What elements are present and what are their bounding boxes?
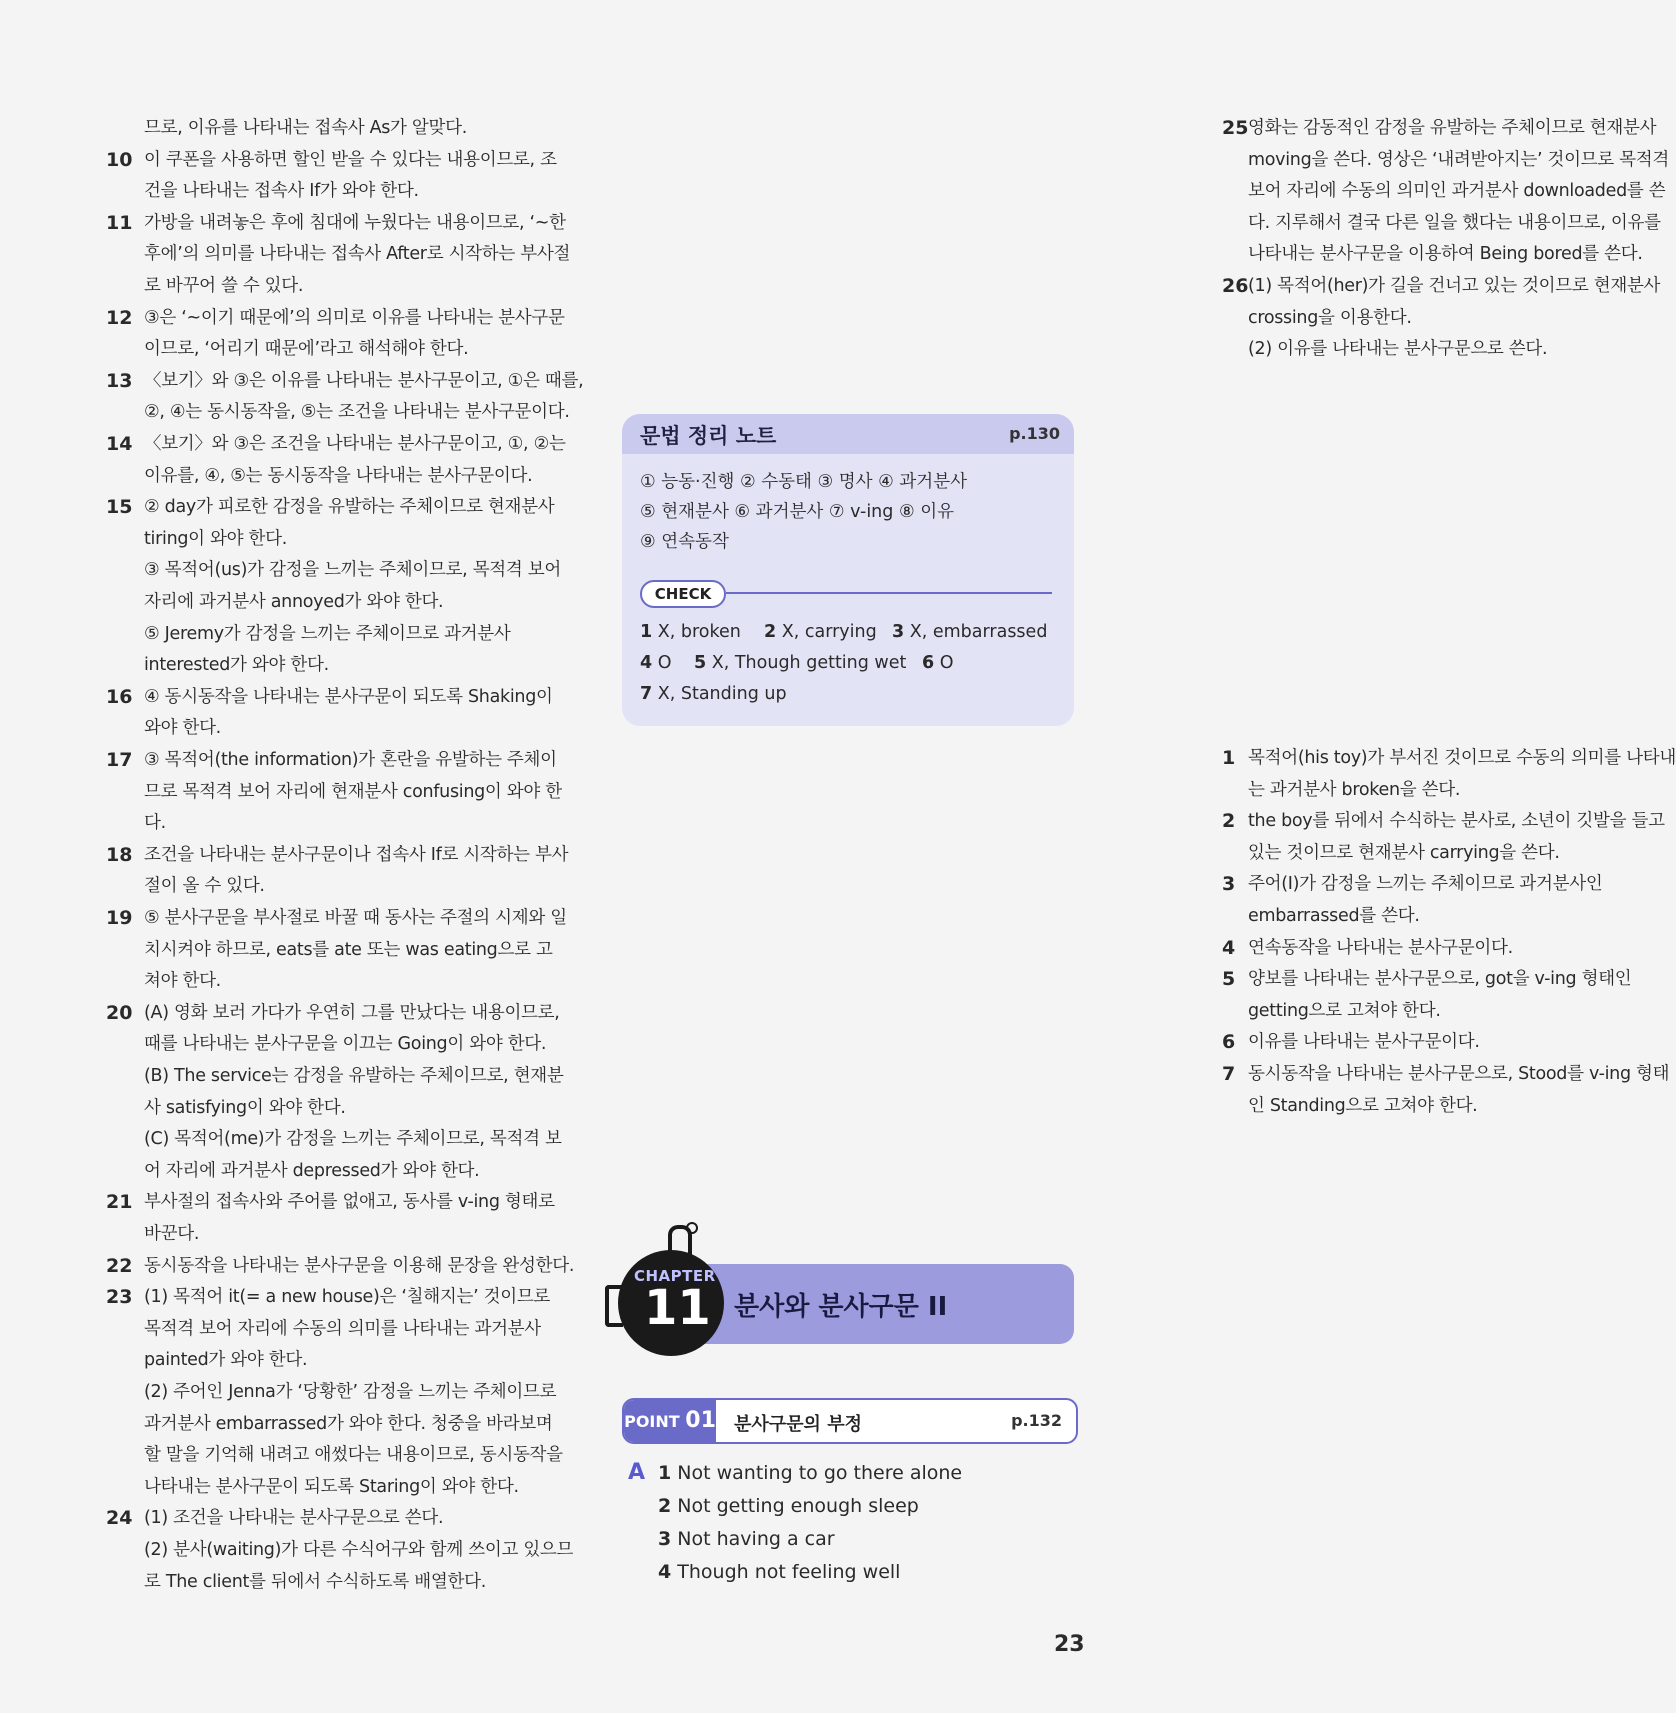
check-answer-text: X, Standing up <box>652 684 787 704</box>
answer-text-line: 〈보기〉와 ③은 조건을 나타내는 분사구문이고, ①, ②는 <box>144 434 566 454</box>
answer-text-line: the boy를 뒤에서 수식하는 분사로, 소년이 깃발을 들고 <box>1248 811 1665 832</box>
check-answer-text: X, carrying <box>776 622 877 642</box>
chapter-label: CHAPTER <box>634 1267 716 1285</box>
answer-text-line: 자리에 과거분사 annoyed가 와야 한다. <box>144 592 444 612</box>
point-number: 01 <box>685 1408 716 1433</box>
check-badge: CHECK <box>640 580 726 608</box>
answer-number: 1 <box>1222 747 1236 769</box>
answer-text-line: 동시동작을 나타내는 분사구문으로, Stood를 v-ing 형태 <box>1248 1064 1670 1084</box>
answer-number: 6 <box>1222 1031 1236 1054</box>
answer-number: 4 <box>1222 936 1236 959</box>
answer-text-line: embarrassed를 쓴다. <box>1248 906 1420 926</box>
answer-text-line: 절이 올 수 있다. <box>144 876 265 897</box>
section-a-answer-text: Not getting enough sleep <box>677 1495 919 1517</box>
answer-number: 19 <box>106 907 133 929</box>
answer-text-line: (2) 주어인 Jenna가 ‘당황한’ 감정을 느끼는 주체이므로 <box>144 1382 557 1402</box>
answer-text-line: 이 쿠폰을 사용하면 할인 받을 수 있다는 내용이므로, 조 <box>144 149 557 170</box>
answer-text-line: ④ 동시동작을 나타내는 분사구문이 되도록 Shaking이 <box>144 686 553 707</box>
answer-text-line: 후에’의 의미를 나타내는 접속사 After로 시작하는 부사절 <box>144 244 571 265</box>
answer-text-line: 목적어(his toy)가 부서진 것이므로 수동의 의미를 나타내 <box>1248 748 1676 768</box>
answer-text-line: 과거분사 embarrassed가 와야 한다. 청중을 바라보며 <box>144 1413 553 1434</box>
answer-text-line: ③ 목적어(us)가 감정을 느끼는 주체이므로, 목적격 보어 <box>144 560 561 581</box>
section-a-answer <box>658 1493 919 1519</box>
answer-text-line: 는 과거분사 broken을 쓴다. <box>1248 779 1461 800</box>
point-title: 분사구문의 부정 <box>734 1414 862 1435</box>
answer-number: 5 <box>1222 968 1236 991</box>
answer-text-line: 주어(I)가 감정을 느끼는 주체이므로 과거분사인 <box>1248 874 1603 895</box>
answer-number: 17 <box>106 749 133 771</box>
chapter-title: 분사와 분사구문 II <box>734 1292 948 1322</box>
answer-text-line: (C) 목적어(me)가 감정을 느끼는 주체이므로, 목적격 보 <box>144 1129 562 1150</box>
section-a-answer-text: Not wanting to go there alone <box>677 1462 963 1484</box>
check-answer-number: 7 <box>640 684 653 704</box>
grammar-note-line: ① 능동·진행 ② 수동태 ③ 명사 ④ 과거분사 <box>640 472 968 492</box>
answer-number: 12 <box>106 306 133 329</box>
answer-text-line: 〈보기〉와 ③은 이유를 나타내는 분사구문이고, ①은 때를, <box>144 370 584 391</box>
section-a-answer <box>658 1526 835 1552</box>
check-answer-number: 6 <box>922 653 935 673</box>
check-answer <box>640 651 672 675</box>
check-answer-text: X, embarrassed <box>904 622 1048 642</box>
answer-text-line: 있는 것이므로 현재분사 carrying을 쓴다. <box>1248 842 1560 863</box>
answer-text-line: 조건을 나타내는 분사구문이나 접속사 If로 시작하는 부사 <box>144 844 569 865</box>
answer-text-line: 목적격 보어 자리에 수동의 의미를 나타내는 과거분사 <box>144 1318 541 1339</box>
answer-text-line: 할 말을 기억해 내려고 애썼다는 내용이므로, 동시동작을 <box>144 1445 563 1466</box>
answer-text-line: 와야 한다. <box>144 718 221 739</box>
section-a-answer-number: 4 <box>658 1561 672 1583</box>
grammar-note-box <box>622 414 1074 726</box>
answer-number: 26 <box>1222 275 1249 297</box>
answer-text-line: 나타내는 분사구문이 되도록 Staring이 와야 한다. <box>144 1476 519 1497</box>
check-answer-number: 4 <box>640 653 653 673</box>
answer-text-line: (A) 영화 보러 가다가 우연히 그를 만났다는 내용이므로, <box>144 1002 560 1023</box>
check-answer-text: O <box>934 653 954 673</box>
answer-text-line: ② day가 피로한 감정을 유발하는 주체이므로 현재분사 <box>144 497 555 518</box>
grammar-note-line: ⑨ 연속동작 <box>640 532 729 552</box>
section-a-answer-number: 1 <box>658 1462 672 1484</box>
check-answer-text: X, Though getting wet <box>706 653 907 673</box>
answer-number: 11 <box>106 211 133 234</box>
grammar-note-line: ⑤ 현재분사 ⑥ 과거분사 ⑦ v-ing ⑧ 이유 <box>640 502 955 522</box>
check-divider <box>726 592 1052 594</box>
answer-text-line: 부사절의 접속사와 주어를 없애고, 동사를 v-ing 형태로 <box>144 1192 555 1213</box>
answer-number: 15 <box>106 496 133 519</box>
answer-text-line: 나타내는 분사구문을 이용하여 Being bored를 쓴다. <box>1248 244 1643 265</box>
chapter-number: 11 <box>644 1280 711 1336</box>
grammar-note-header <box>622 414 1074 454</box>
answer-text-line: 치시켜야 하므로, eats를 ate 또는 was eating으로 고 <box>144 939 553 960</box>
point-label: POINT <box>624 1412 680 1431</box>
check-answer-number: 3 <box>892 622 905 642</box>
answer-text-line: 가방을 내려놓은 후에 침대에 누웠다는 내용이므로, ‘~한 <box>144 212 566 233</box>
answer-text-line: (B) The service는 감정을 유발하는 주체이므로, 현재분 <box>144 1066 564 1086</box>
answer-text-line: ③ 목적어(the information)가 혼란을 유발하는 주체이 <box>144 750 557 770</box>
chapter-hook-dot <box>686 1222 698 1234</box>
check-answer-text: O <box>652 653 672 673</box>
answer-text-line: 어 자리에 과거분사 depressed가 와야 한다. <box>144 1160 480 1181</box>
answer-text-line: ②, ④는 동시동작을, ⑤는 조건을 나타내는 분사구문이다. <box>144 402 570 423</box>
answer-text-line: 때를 나타내는 분사구문을 이끄는 Going이 와야 한다. <box>144 1034 547 1055</box>
answer-number: 16 <box>106 685 133 708</box>
section-a-answer-number: 3 <box>658 1528 672 1550</box>
answer-number: 25 <box>1222 117 1249 139</box>
answer-text-line: 다. <box>144 813 166 834</box>
answer-number: 14 <box>106 433 133 455</box>
answer-number: 20 <box>106 1001 133 1024</box>
check-answer <box>892 620 1047 644</box>
point-header <box>622 1398 1078 1444</box>
answer-text-line: 다. 지루해서 결국 다른 일을 했다는 내용이므로, 이유를 <box>1248 212 1661 233</box>
section-a-answer-number: 2 <box>658 1495 672 1517</box>
answer-text-line: 이므로, ‘어리기 때문에’라고 해석해야 한다. <box>144 339 469 360</box>
point-page-ref: p.132 <box>1011 1411 1062 1430</box>
answer-text-line: 쳐야 한다. <box>144 971 221 992</box>
answer-text-line: 사 satisfying이 와야 한다. <box>144 1097 346 1118</box>
answer-text-line: (2) 분사(waiting)가 다른 수식어구와 함께 쓰이고 있으므 <box>144 1540 574 1560</box>
check-answer-number: 1 <box>640 622 653 642</box>
answer-text-line: 인 Standing으로 고쳐야 한다. <box>1248 1095 1478 1116</box>
answer-text-line: moving을 쓴다. 영상은 ‘내려받아지는’ 것이므로 목적격 <box>1248 149 1669 170</box>
section-a-label: A <box>628 1460 646 1485</box>
answer-text-line: (1) 조건을 나타내는 분사구문으로 쓴다. <box>144 1508 444 1529</box>
answer-text-line: painted가 와야 한다. <box>144 1350 308 1371</box>
answer-number: 2 <box>1222 810 1236 833</box>
answer-number: 10 <box>106 148 133 171</box>
answer-text-line: 보어 자리에 수동의 의미인 과거분사 downloaded를 쓴 <box>1248 181 1666 202</box>
answer-number: 18 <box>106 843 133 866</box>
answer-text-line: crossing을 이용한다. <box>1248 307 1412 328</box>
section-a-answer-text: Though not feeling well <box>677 1561 901 1583</box>
page-number: 23 <box>1054 1632 1085 1657</box>
grammar-note-page-ref: p.130 <box>1009 424 1060 443</box>
answer-number: 21 <box>106 1191 133 1214</box>
answer-text-line: ③은 ‘~이기 때문에’의 의미로 이유를 나타내는 분사구문 <box>144 307 565 328</box>
answer-text-line: 영화는 감동적인 감정을 유발하는 주체이므로 현재분사 <box>1248 118 1657 138</box>
section-a-answer-text: Not having a car <box>677 1528 835 1550</box>
point-tag <box>624 1400 716 1442</box>
answer-text-line: 바꾼다. <box>144 1224 200 1244</box>
check-answer <box>764 620 877 644</box>
answer-number: 3 <box>1222 873 1236 896</box>
answer-text-line: (1) 목적어(her)가 길을 건너고 있는 것이므로 현재분사 <box>1248 276 1661 296</box>
answer-text-line: 이유를 나타내는 분사구문이다. <box>1248 1032 1480 1053</box>
answer-text-line: 건을 나타내는 접속사 If가 와야 한다. <box>144 181 419 202</box>
answer-number: 23 <box>106 1286 133 1309</box>
answer-text-line: 로 The client를 뒤에서 수식하도록 배열한다. <box>144 1571 486 1592</box>
answer-text-line: tiring이 와야 한다. <box>144 528 287 549</box>
check-answer <box>640 620 741 644</box>
answer-number: 24 <box>106 1507 133 1530</box>
answer-text-line: interested가 와야 한다. <box>144 655 329 676</box>
answer-text-line: ⑤ 분사구문을 부사절로 바꿀 때 동사는 주절의 시제와 일 <box>144 908 567 928</box>
answer-number: 13 <box>106 369 133 392</box>
answer-text-line: (1) 목적어 it(= a new house)은 ‘칠해지는’ 것이므로 <box>144 1287 551 1308</box>
answer-text-line: 연속동작을 나타내는 분사구문이다. <box>1248 937 1513 958</box>
grammar-note-title: 문법 정리 노트 <box>640 424 777 448</box>
answer-number: 7 <box>1222 1063 1236 1085</box>
check-answer <box>694 651 906 675</box>
answer-text-line: 이유를, ④, ⑤는 동시동작을 나타내는 분사구문이다. <box>144 465 533 486</box>
answer-text-line: 므로, 이유를 나타내는 접속사 As가 알맞다. <box>144 118 468 138</box>
answer-text-line: 동시동작을 나타내는 분사구문을 이용해 문장을 완성한다. <box>144 1255 575 1276</box>
answer-text-line: (2) 이유를 나타내는 분사구문으로 쓴다. <box>1248 339 1548 360</box>
answer-text-line: 므로 목적격 보어 자리에 현재분사 confusing이 와야 한 <box>144 781 562 802</box>
check-answer-number: 2 <box>764 622 777 642</box>
check-answer <box>640 682 787 706</box>
check-answer-number: 5 <box>694 653 707 673</box>
section-a-answer <box>658 1559 900 1585</box>
section-a-answer <box>658 1460 962 1486</box>
answer-text-line: 양보를 나타내는 분사구문으로, got을 v-ing 형태인 <box>1248 969 1632 990</box>
answer-number: 22 <box>106 1254 133 1277</box>
check-answer <box>922 651 954 675</box>
check-answer-text: X, broken <box>652 622 741 642</box>
answer-text-line: getting으로 고쳐야 한다. <box>1248 1000 1441 1021</box>
answer-text-line: 로 바꾸어 쓸 수 있다. <box>144 276 304 296</box>
answer-text-line: ⑤ Jeremy가 감정을 느끼는 주체이므로 과거분사 <box>144 623 511 644</box>
